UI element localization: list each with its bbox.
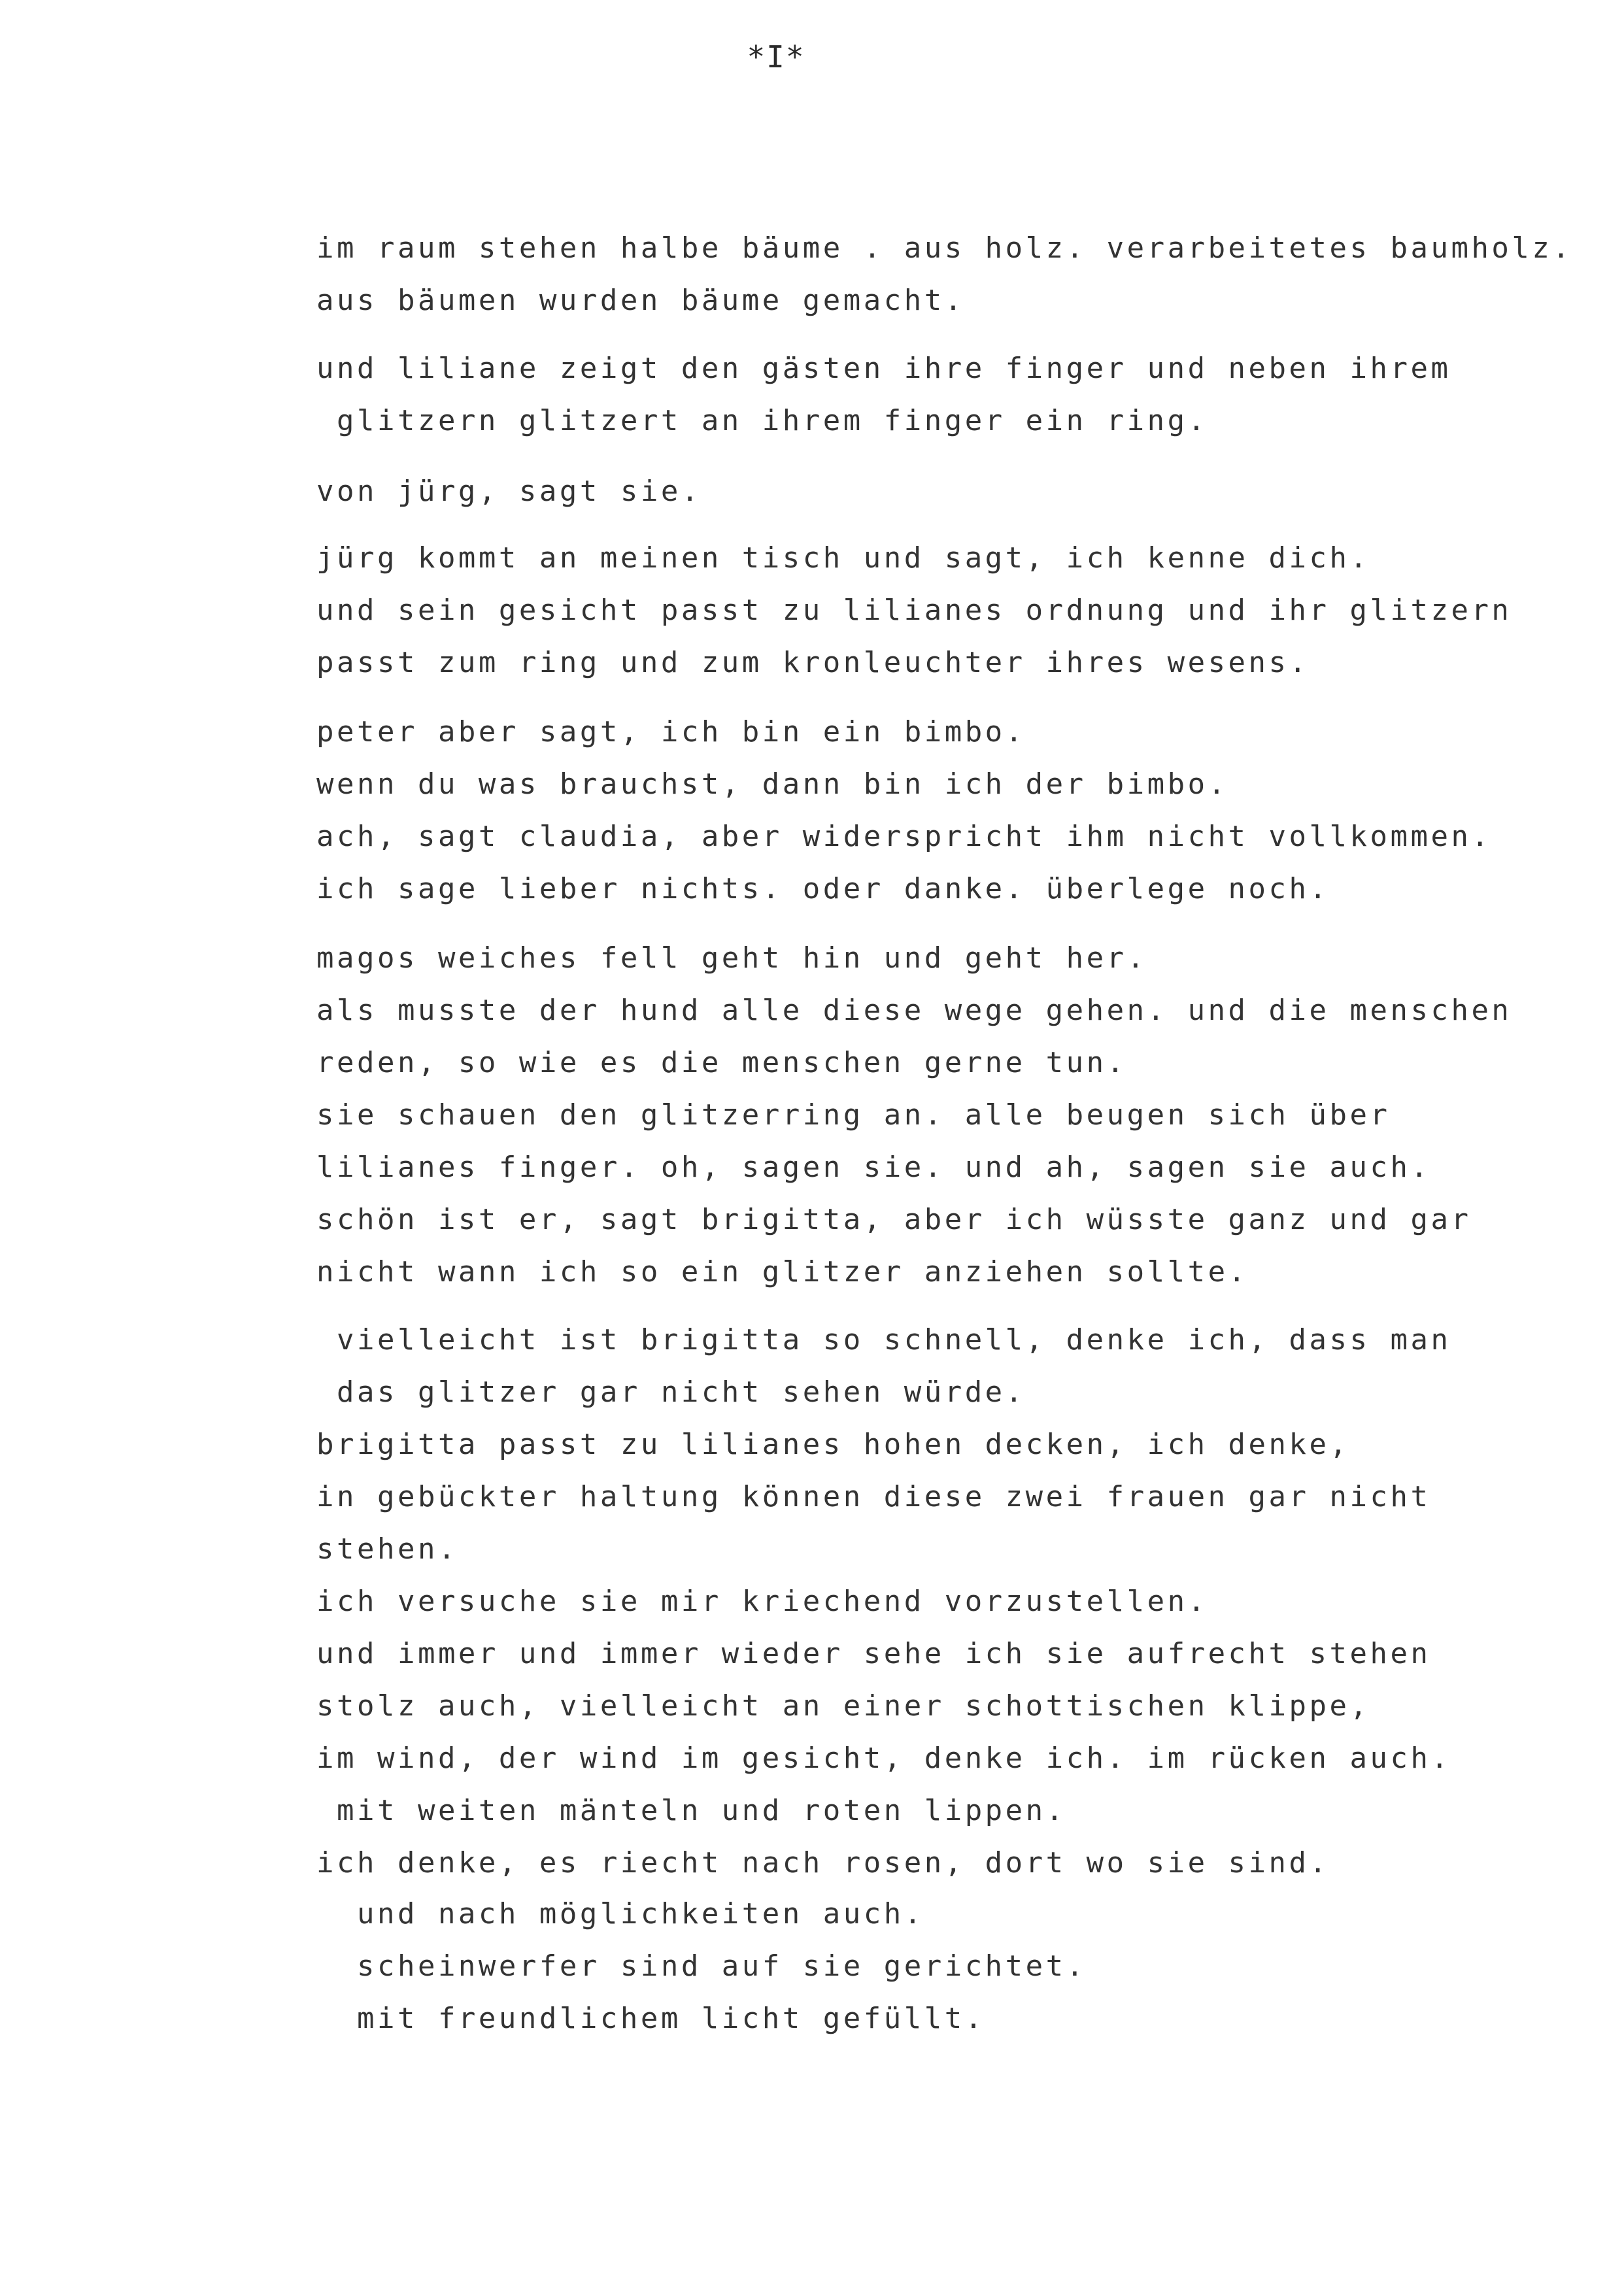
text-line: schön ist er, sagt brigitta, aber ich wüsste ganz und gar <box>316 1203 1472 1236</box>
text-line: ich versuche sie mir kriechend vorzustellen. <box>316 1585 1208 1618</box>
text-line: ich sage lieber nichts. oder danke. überlege noch. <box>316 872 1330 905</box>
text-line: stolz auch, vielleicht an einer schottischen klippe, <box>316 1689 1370 1723</box>
text-line: stehen. <box>316 1532 458 1566</box>
text-line: mit weiten mänteln und roten lippen. <box>316 1794 1066 1827</box>
text-line: von jürg, sagt sie. <box>316 475 702 508</box>
text-line: im wind, der wind im gesicht, denke ich. im rücken auch. <box>316 1742 1451 1775</box>
text-line: magos weiches fell geht hin und geht her. <box>316 941 1147 975</box>
text-line: und immer und immer wieder sehe ich sie aufrecht stehen <box>316 1637 1431 1670</box>
text-line: vielleicht ist brigitta so schnell, denke ich, dass man <box>316 1323 1451 1357</box>
text-line: in gebückter haltung können diese zwei frauen gar nicht <box>316 1480 1431 1513</box>
page-header <box>0 39 1624 75</box>
text-line: nicht wann ich so ein glitzer anziehen sollte. <box>316 1255 1249 1289</box>
text-line: brigitta passt zu lilianes hohen decken, ich denke, <box>316 1428 1350 1461</box>
text-line: ich denke, es riecht nach rosen, dort wo sie sind. <box>316 1846 1330 1880</box>
text-line: scheinwerfer sind auf sie gerichtet. <box>316 1949 1087 1983</box>
text-line: und liliane zeigt den gästen ihre finger und neben ihrem <box>316 352 1451 385</box>
text-line: sie schauen den glitzerring an. alle beugen sich über <box>316 1098 1391 1132</box>
text-line: und sein gesicht passt zu lilianes ordnung und ihr glitzern <box>316 594 1512 627</box>
page-number-marker: *I* <box>747 39 805 75</box>
text-line: im raum stehen halbe bäume . aus holz. verarbeitetes baumholz. <box>316 231 1573 265</box>
text-line: glitzern glitzert an ihrem finger ein ring. <box>316 404 1208 437</box>
text-line: wenn du was brauchst, dann bin ich der bimbo. <box>316 767 1228 801</box>
text-line: das glitzer gar nicht sehen würde. <box>316 1375 1026 1409</box>
text-line: peter aber sagt, ich bin ein bimbo. <box>316 715 1026 749</box>
text-line: aus bäumen wurden bäume gemacht. <box>316 284 965 317</box>
text-line: ach, sagt claudia, aber widerspricht ihm nicht vollkommen. <box>316 820 1492 853</box>
text-line: mit freundlichem licht gefüllt. <box>316 2002 985 2035</box>
text-line: als musste der hund alle diese wege gehen. und die menschen <box>316 994 1512 1027</box>
text-line: lilianes finger. oh, sagen sie. und ah, sagen sie auch. <box>316 1151 1431 1184</box>
text-line: passt zum ring und zum kronleuchter ihres wesens. <box>316 646 1310 679</box>
text-line: jürg kommt an meinen tisch und sagt, ich kenne dich. <box>316 541 1370 575</box>
text-line: reden, so wie es die menschen gerne tun. <box>316 1046 1127 1079</box>
text-line: und nach möglichkeiten auch. <box>316 1897 924 1931</box>
